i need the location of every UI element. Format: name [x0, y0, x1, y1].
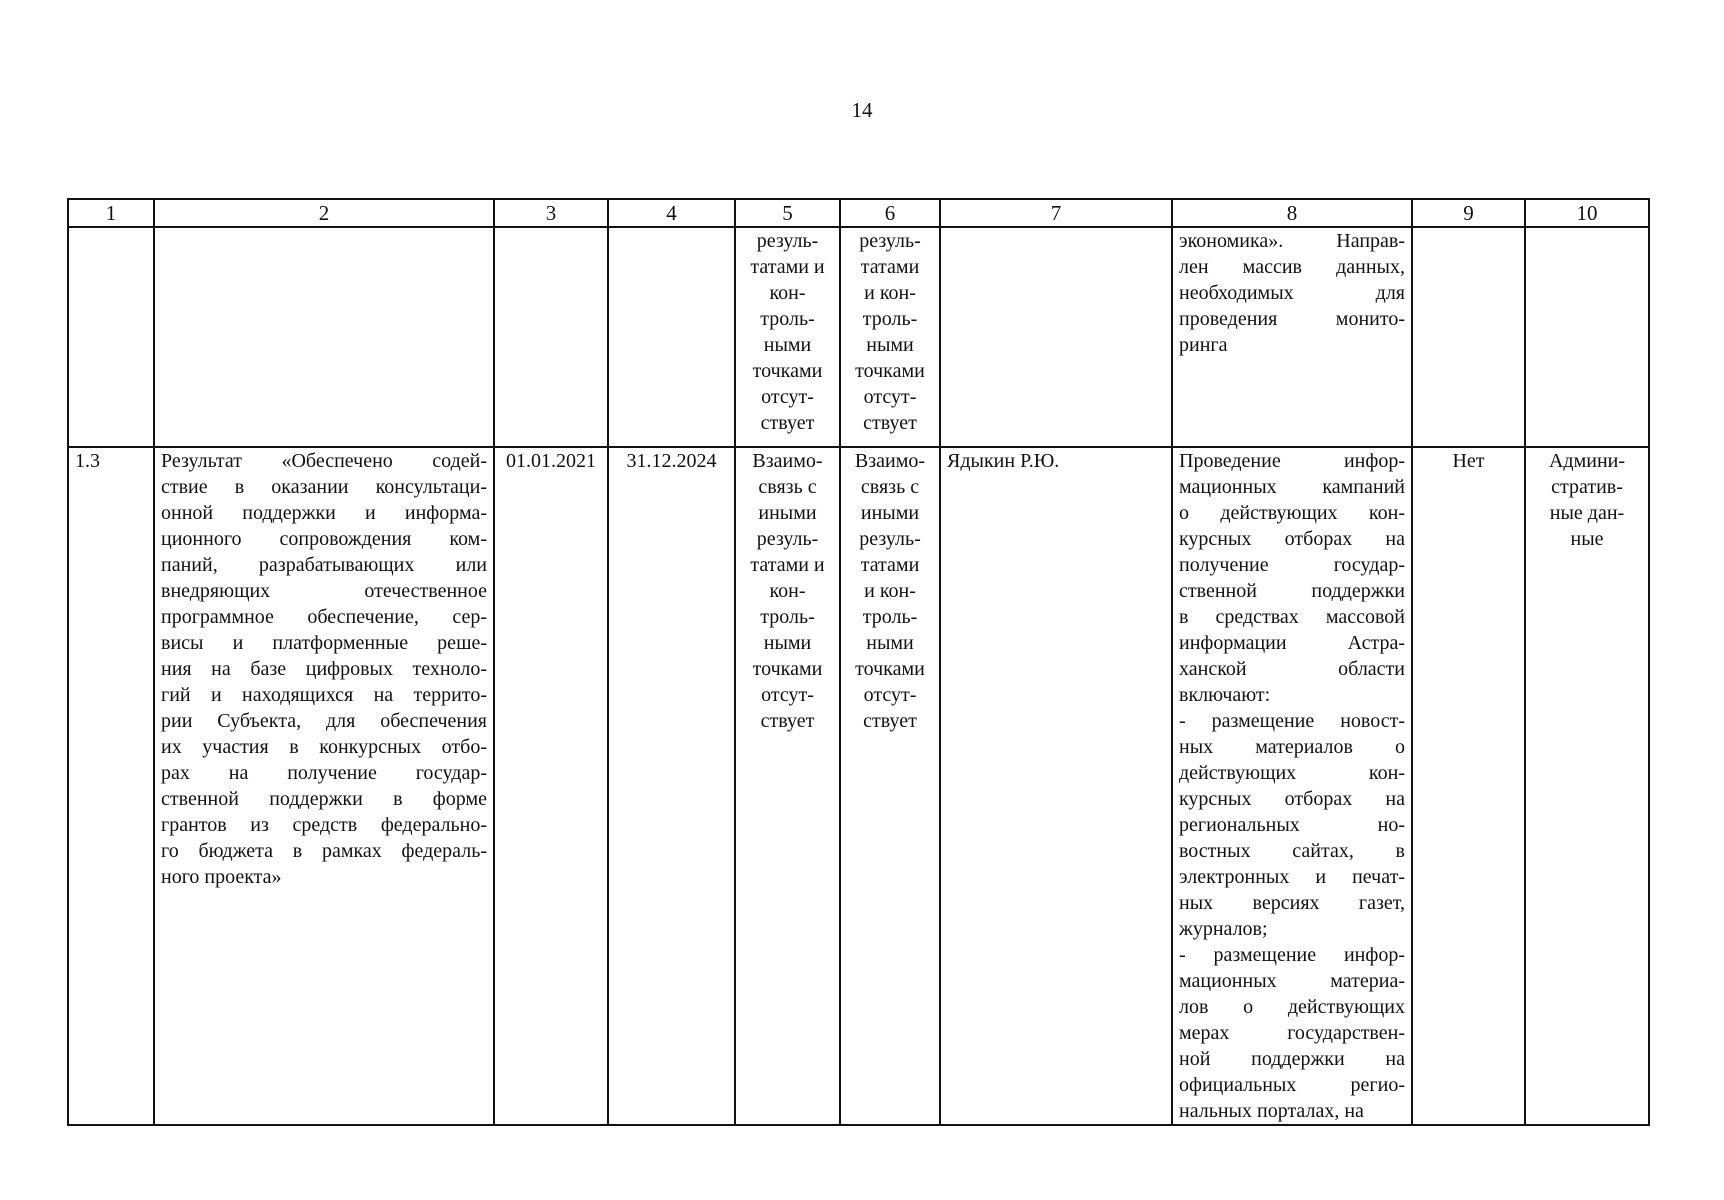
row-b-col9: Нет [1412, 447, 1525, 1125]
cell-line: экономика». Направ- [1179, 230, 1405, 252]
cell-line: ных версиях газет, [1179, 892, 1405, 914]
cell-line: отсут- [761, 684, 814, 706]
cell-line: электронных и печат- [1179, 866, 1405, 888]
cell-line: информации Астра- [1179, 632, 1405, 654]
row-b-col6 [840, 447, 940, 1125]
page-number: 14 [851, 98, 873, 122]
cell-line: резуль- [859, 528, 921, 550]
cell-line: Взаимо- [752, 450, 823, 472]
cell-line: точками [752, 360, 823, 382]
cell-line: ственной поддержки в форме [161, 788, 487, 810]
cell-line: Результат «Обеспечено содей- [161, 450, 487, 472]
cell-line: ной поддержки на [1179, 1048, 1405, 1070]
cell-line: мационных кампаний [1179, 476, 1405, 498]
cell-line: мерах государствен- [1179, 1022, 1405, 1044]
cell-line: - размещение инфор- [1179, 944, 1405, 966]
cell-line: отсут- [761, 386, 814, 408]
cell-line: Проведение инфор- [1179, 450, 1405, 472]
cell-line: ными [866, 632, 914, 654]
cell-line: ными [763, 334, 812, 356]
row-b-responsible: Ядыкин Р.Ю. [940, 447, 1172, 1125]
cell-line: резуль- [756, 528, 819, 550]
cell-line: висы и платформенные реше- [161, 632, 487, 654]
row-b-col10 [1525, 447, 1649, 1125]
cell-line: ционного сопровождения ком- [161, 528, 487, 550]
cell-line: необходимых для [1179, 282, 1405, 304]
row-a-col3 [494, 227, 608, 447]
cell-line: о действующих кон- [1179, 502, 1405, 524]
row-a-col7 [940, 227, 1172, 447]
cell-line: связь с [860, 476, 920, 498]
cell-line: кон- [769, 282, 806, 304]
cell-line: получение государ- [1179, 554, 1405, 576]
row-b-start-date: 01.01.2021 [494, 447, 608, 1125]
cell-line: иными [860, 502, 920, 524]
table-row [68, 447, 1649, 1125]
cell-line: татами и [750, 554, 825, 576]
cell-line: официальных регио- [1179, 1074, 1405, 1096]
row-a-col4 [608, 227, 735, 447]
cell-line: отсут- [863, 386, 917, 408]
cell-line: точками [855, 360, 925, 382]
cell-line: точками [855, 658, 925, 680]
cell-line: курсных отборах на [1179, 788, 1405, 810]
header-row [68, 199, 1649, 227]
cell-line: рии Субъекта, для обеспечения [161, 710, 487, 732]
cell-line: троль- [760, 308, 815, 330]
cell-line: ными [866, 334, 914, 356]
row-b-result-description [154, 447, 494, 1125]
cell-line: ные [1570, 528, 1604, 550]
row-b-end-date: 31.12.2024 [608, 447, 735, 1125]
cell-line: онной поддержки и информа- [161, 502, 487, 524]
cell-line: татами и [750, 256, 825, 278]
cell-line: иными [758, 502, 817, 524]
header-cell: 10 [1525, 199, 1649, 227]
cell-line: татами [860, 554, 920, 576]
cell-line: резуль- [756, 230, 819, 252]
cell-line: их участия в конкурсных отбо- [161, 736, 487, 758]
cell-line: связь с [758, 476, 817, 498]
cell-line: рах на получение государ- [161, 762, 487, 784]
row-a-col8 [1172, 227, 1412, 447]
cell-line: татами [860, 256, 920, 278]
header-cell: 7 [940, 199, 1172, 227]
cell-line: ханской области [1179, 658, 1405, 680]
cell-line: ственной поддержки [1179, 580, 1405, 602]
header-cell: 1 [68, 199, 154, 227]
table-row [68, 227, 1649, 447]
cell-line: паний, разрабатывающих или [161, 554, 487, 576]
row-b-number: 1.3 [68, 447, 154, 1125]
row-a-col5 [735, 227, 840, 447]
cell-line: троль- [862, 308, 918, 330]
cell-line: отсут- [863, 684, 917, 706]
cell-line: включают: [1179, 684, 1271, 706]
cell-line: Взаимо- [854, 450, 926, 472]
header-cell: 8 [1172, 199, 1412, 227]
row-b-col5 [735, 447, 840, 1125]
cell-line: резуль- [859, 230, 921, 252]
header-cell: 4 [608, 199, 735, 227]
cell-line: стратив- [1551, 476, 1623, 498]
header-cell: 9 [1412, 199, 1525, 227]
cell-line: ного проекта» [161, 866, 282, 888]
cell-line: внедряющих отечественное [161, 580, 487, 602]
header-cell: 6 [840, 199, 940, 227]
cell-line: ных материалов о [1179, 736, 1405, 758]
cell-line: курсных отборах на [1179, 528, 1405, 550]
cell-line: ствует [863, 412, 917, 434]
cell-line: и кон- [864, 282, 916, 304]
cell-line: грантов из средств федерально- [161, 814, 487, 836]
cell-line: кон- [769, 580, 806, 602]
row-b-col8 [1172, 447, 1412, 1125]
cell-line: действующих кон- [1179, 762, 1405, 784]
cell-line: востных сайтах, в [1179, 840, 1405, 862]
cell-line: троль- [760, 606, 815, 628]
cell-line: троль- [862, 606, 918, 628]
cell-line: гий и находящихся на террито- [161, 684, 487, 706]
cell-line: ния на базе цифровых техноло- [161, 658, 487, 680]
cell-line: программное обеспечение, сер- [161, 606, 487, 628]
cell-line: нальных порталах, на [1179, 1100, 1364, 1122]
cell-line: мационных материа- [1179, 970, 1405, 992]
row-a-col1 [68, 227, 154, 447]
cell-line: го бюджета в рамках федераль- [161, 840, 487, 862]
cell-line: точками [752, 658, 823, 680]
cell-line: ные дан- [1549, 502, 1625, 524]
cell-line: региональных но- [1179, 814, 1405, 836]
cell-line: Админи- [1548, 450, 1626, 472]
row-a-col9 [1412, 227, 1525, 447]
cell-line: лов о действующих [1179, 996, 1405, 1018]
cell-line: в средствах массовой [1179, 606, 1405, 628]
cell-line: и кон- [864, 580, 916, 602]
row-a-col6 [840, 227, 940, 447]
results-table [67, 198, 1650, 1126]
cell-line: журналов; [1179, 918, 1268, 940]
row-a-col2 [154, 227, 494, 447]
row-a-col10 [1525, 227, 1649, 447]
cell-line: проведения монито- [1179, 308, 1405, 330]
cell-line: ствует [760, 710, 815, 732]
header-cell: 5 [735, 199, 840, 227]
header-cell: 2 [154, 199, 494, 227]
header-cell: 3 [494, 199, 608, 227]
cell-line: ринга [1179, 334, 1228, 356]
cell-line: ствие в оказании консультаци- [161, 476, 487, 498]
cell-line: ствует [760, 412, 815, 434]
cell-line: лен массив данных, [1179, 256, 1405, 278]
cell-line: ными [763, 632, 812, 654]
cell-line: - размещение новост- [1179, 710, 1405, 732]
cell-line: ствует [863, 710, 917, 732]
